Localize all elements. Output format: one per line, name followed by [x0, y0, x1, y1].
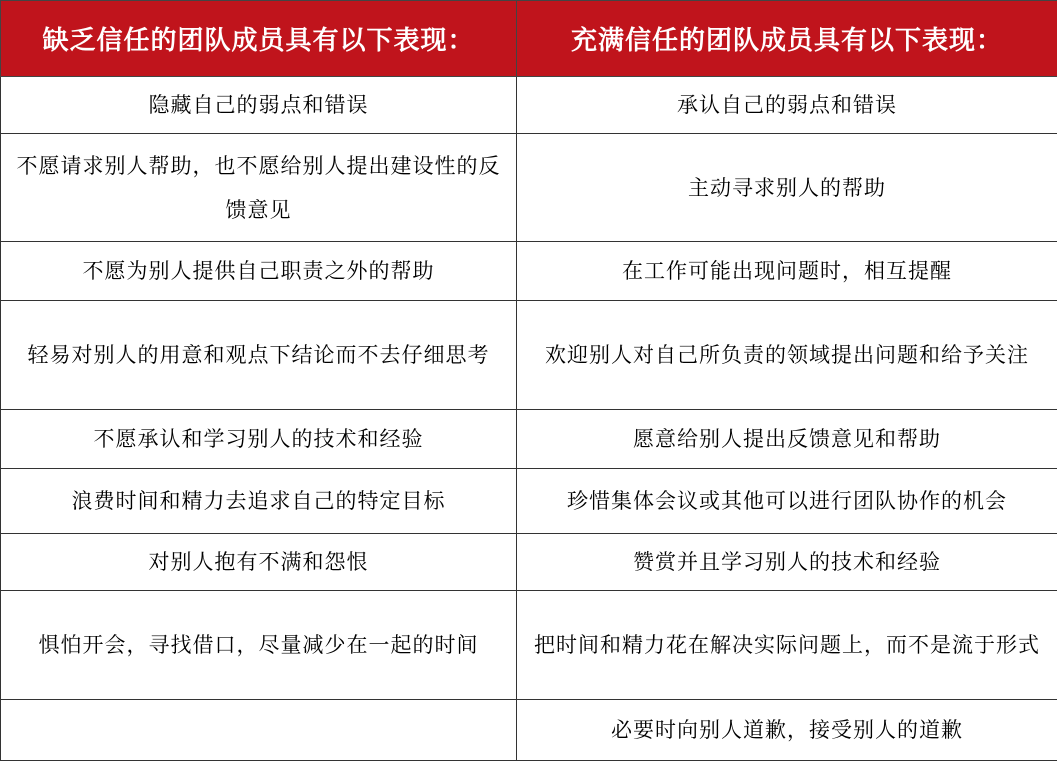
lack-trust-cell: 不愿请求别人帮助，也不愿给别人提出建设性的反馈意见	[1, 134, 517, 242]
lack-trust-cell: 浪费时间和精力去追求自己的特定目标	[1, 469, 517, 534]
full-trust-cell: 欢迎别人对自己所负责的领域提出问题和给予关注	[517, 301, 1057, 410]
header-row	[1, 1, 1057, 77]
header-full-of-trust: 充满信任的团队成员具有以下表现：	[517, 1, 1057, 77]
table-row	[1, 534, 1057, 591]
full-trust-cell: 必要时向别人道歉，接受别人的道歉	[517, 700, 1057, 761]
header-lack-of-trust: 缺乏信任的团队成员具有以下表现：	[1, 1, 517, 77]
full-trust-cell: 在工作可能出现问题时，相互提醒	[517, 242, 1057, 301]
full-trust-cell: 承认自己的弱点和错误	[517, 77, 1057, 134]
lack-trust-cell: 轻易对别人的用意和观点下结论而不去仔细思考	[1, 301, 517, 410]
table-row	[1, 591, 1057, 700]
table-row	[1, 301, 1057, 410]
full-trust-cell: 把时间和精力花在解决实际问题上，而不是流于形式	[517, 591, 1057, 700]
full-trust-cell: 主动寻求别人的帮助	[517, 134, 1057, 242]
lack-trust-cell: 对别人抱有不满和怨恨	[1, 534, 517, 591]
full-trust-cell: 赞赏并且学习别人的技术和经验	[517, 534, 1057, 591]
lack-trust-cell: 隐藏自己的弱点和错误	[1, 77, 517, 134]
lack-trust-cell: 不愿承认和学习别人的技术和经验	[1, 410, 517, 469]
table-row	[1, 77, 1057, 134]
full-trust-cell: 愿意给别人提出反馈意见和帮助	[517, 410, 1057, 469]
table-row	[1, 134, 1057, 242]
table-row	[1, 242, 1057, 301]
full-trust-cell: 珍惜集体会议或其他可以进行团队协作的机会	[517, 469, 1057, 534]
table-row	[1, 700, 1057, 761]
lack-trust-cell	[1, 700, 517, 761]
table-row	[1, 410, 1057, 469]
table-row	[1, 469, 1057, 534]
lack-trust-cell: 惧怕开会，寻找借口，尽量减少在一起的时间	[1, 591, 517, 700]
lack-trust-cell: 不愿为别人提供自己职责之外的帮助	[1, 242, 517, 301]
